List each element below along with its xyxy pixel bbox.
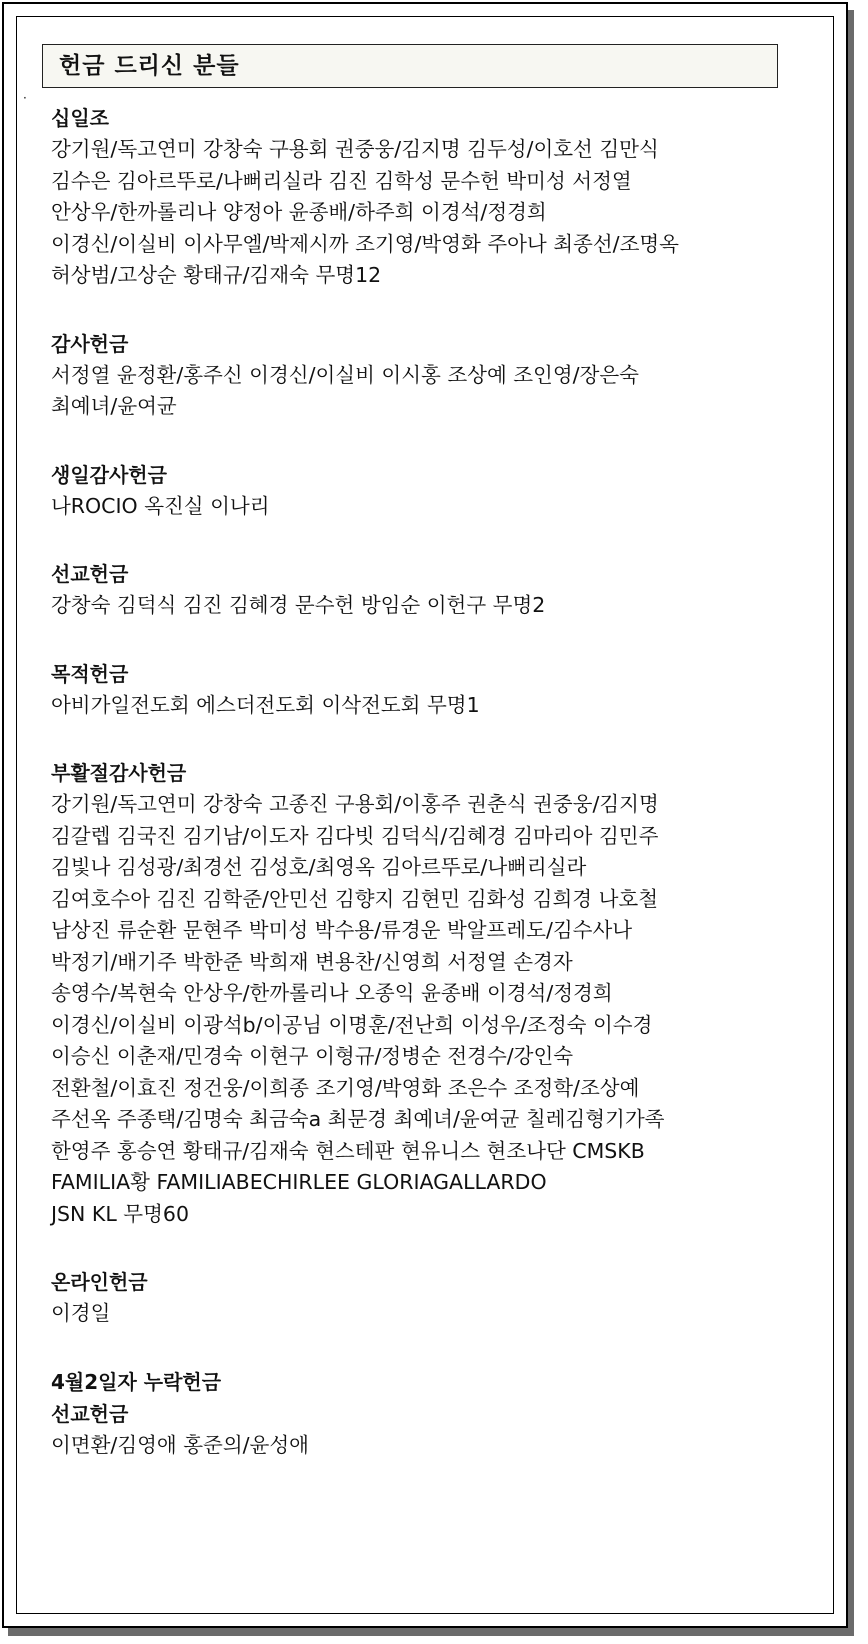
name-line: 허상범/고상순 황태규/김재숙 무명12 [51,263,382,287]
section-birthday-offering [51,459,821,523]
name-line: 안상우/한까롤리나 양정아 윤종배/하주희 이경석/정경희 [51,200,547,224]
section-heading: 온라인헌금 [51,1270,148,1294]
name-line: 김여호수아 김진 김학준/안민선 김향지 김현민 김화성 김희경 나호철 [51,886,659,911]
name-line: 이면환/김영애 홍준의/윤성애 [51,1432,309,1457]
section-heading: 생일감사헌금 [51,462,167,487]
name-line: 아비가일전도회 에스더전도회 이삭전도회 무명1 [51,692,480,717]
name-line: 전환철/이효진 정건웅/이희종 조기영/박영화 조은수 조정학/조상예 [51,1075,640,1100]
name-line: 강기원/독고연미 강창숙 구용회 권중웅/김지명 김두성/이호선 김만식 [51,137,659,161]
offering-list [51,102,821,1497]
name-line: 최예녀/윤여균 [51,394,177,418]
name-line: 한영주 홍승연 황태규/김재숙 현스테판 현유니스 현조나단 CMSKB [51,1138,645,1163]
section-heading: 십일조 [51,106,109,130]
section-heading: 선교헌금 [51,1401,129,1426]
name-line: 이경신/이실비 이광석b/이공님 이명훈/전난희 이성우/조정숙 이수경 [51,1012,653,1037]
section-heading: 부활절감사헌금 [51,761,187,785]
name-line: 나ROCIO 옥진실 이나리 [51,493,270,518]
name-line: 강기원/독고연미 강창숙 고종진 구용회/이홍주 권춘식 권중웅/김지명 [51,792,659,816]
name-line: 김빛나 김성광/최경선 김성호/최영옥 김아르뚜로/나뻐리실라 [51,855,587,879]
section-heading: 선교헌금 [51,562,129,586]
name-line: 서정열 윤정환/홍주신 이경신/이실비 이시홍 조상예 조인영/장은숙 [51,362,639,387]
section-heading: 목적헌금 [51,661,129,686]
section-heading: 감사헌금 [51,331,129,356]
section-missed-mission-offering [51,1398,821,1462]
document-frame [2,2,848,1628]
stray-dot: · [23,91,27,105]
name-line: 이승신 이춘재/민경숙 이현구 이형규/정병순 전경수/강인숙 [51,1044,574,1068]
name-line: 남상진 류순환 문현주 박미성 박수용/류경운 박알프레도/김수사나 [51,918,633,942]
name-line: 강창숙 김덕식 김진 김혜경 문수헌 방임순 이헌구 무명2 [51,593,546,617]
section-heading: 4월2일자 누락헌금 [51,1369,222,1394]
section-easter-offering [51,757,821,1230]
name-line: 이경신/이실비 이사무엘/박제시까 조기영/박영화 주아나 최종선/조명옥 [51,231,679,256]
name-line: JSN KL 무명60 [51,1201,189,1226]
section-mission-offering [51,558,821,622]
name-line: 박정기/배기주 박한준 박희재 변용찬/신영희 서정열 손경자 [51,949,573,974]
name-line: 송영수/복현숙 안상우/한까롤리나 오종익 윤종배 이경석/정경희 [51,981,613,1005]
name-line: 주선옥 주종택/김명숙 최금숙a 최문경 최예녀/윤여균 칠레김형기가족 [51,1107,665,1131]
section-tithe [51,102,821,292]
section-missed-offering-date [51,1366,821,1398]
page-title: 헌금 드리신 분들 [42,44,778,88]
name-line: 김수은 김아르뚜로/나뻐리실라 김진 김학성 문수헌 박미성 서정열 [51,168,632,193]
name-line: 이경일 [51,1301,111,1325]
section-thanks-offering [51,328,821,423]
section-online-offering [51,1266,821,1330]
name-line: FAMILIA황 FAMILIABECHIRLEE GLORIAGALLARDO [51,1170,547,1194]
name-line: 김갈렙 김국진 김기남/이도자 김다빗 김덕식/김혜경 김마리아 김민주 [51,823,659,848]
section-designated-offering [51,658,821,722]
